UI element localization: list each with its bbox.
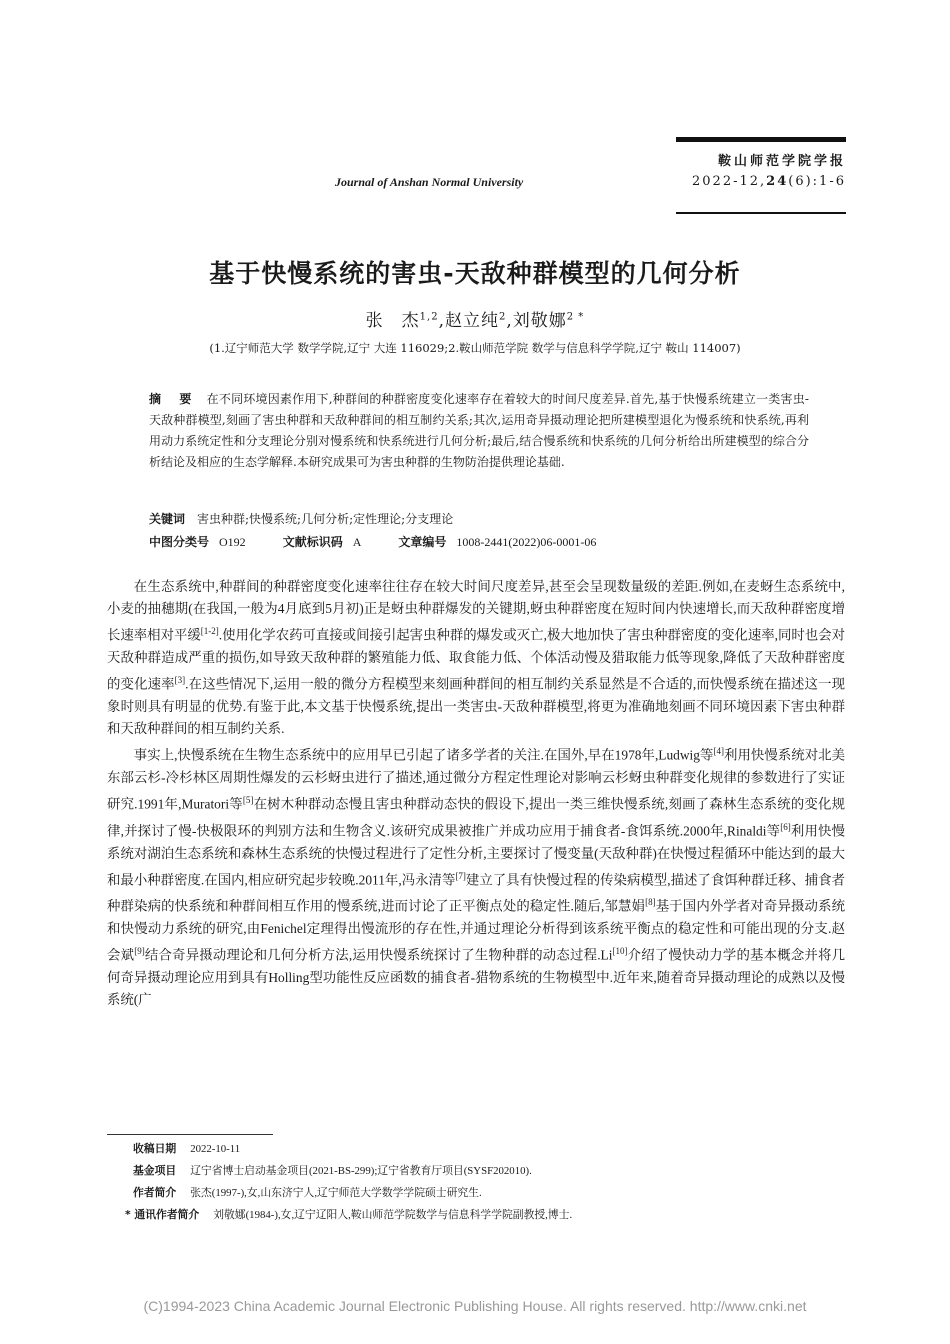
paragraph-2 <box>107 740 845 1011</box>
citation: [4] <box>713 746 724 757</box>
volume-info <box>676 174 846 189</box>
copyright-line: (C)1994-2023 China Academic Journal Electronic Publishing House. All rights reserved. http://www.cnki.net <box>143 1298 807 1314</box>
paper-title: 基于快慢系统的害虫-天敌种群模型的几何分析 <box>209 259 741 288</box>
citation: [8] <box>645 897 656 908</box>
journal-name-en: Journal of Anshan Normal University <box>335 175 524 189</box>
text-span: 事实上,快慢系统在生物生态系统中的应用早已引起了诸多学者的关注.在国外,早在1978年,Ludwig等 <box>133 747 714 763</box>
text-span: .在这些情况下,运用一般的微分方程模型来刻画种群间的相互制约关系显然是不合适的,而快慢系统在描述这一现象时则具有明显的优势.有鉴于此,本文基于快慢系统,提出一类害虫-天敌种群模型,将更为准确地刻画不同环境因素下害虫种群和天敌种群间的相互制约关系. <box>107 676 846 737</box>
author-1: 张 杰 <box>365 311 420 331</box>
issue-pages: (6):1-6 <box>788 174 846 189</box>
header-rule-bottom <box>676 212 846 214</box>
citation: [6] <box>780 821 791 832</box>
citation: [7] <box>455 870 466 881</box>
abstract-text: 在不同环境因素作用下,种群间的种群密度变化速率存在着较大的时间尺度差异.首先,基于快慢系统建立一类害虫-天敌种群模型,刻画了害虫种群和天敌种群间的相互制约关系;其次,运用奇异摄动理论把所建模型退化为慢系统和快系统,再利用动力系统定性和分支理论分别对慢系统和快系统进行几何分析;最后,结合慢系统和快系统的几何分析给出所建模型的综合分析结论及相应的生态学解释.本研究成果可为害虫种群的生物防治提供理论基础. <box>149 392 809 469</box>
clc-label: 中图分类号 <box>149 535 210 549</box>
doc-code-label: 文献标识码 <box>282 535 343 549</box>
abstract-label: 摘 要 <box>149 392 195 406</box>
text-span: 利用快慢系统对湖泊生态系统和森林生态系统的快慢过程进行了定性分析,主要探讨了慢变量(天敌种群)在快慢过程循环中能达到的最大和最小种群密度.在国内,相应研究起步较晚.2011年,冯永清等 <box>107 823 846 888</box>
text-span: 利用快慢系统对北美东部云杉-冷杉林区周期性爆发的云杉蚜虫进行了描述,通过微分方程定性理论对影响云杉蚜虫种群变化规律的参数进行了实证研究.1991年,Muratori等 <box>107 747 845 812</box>
author-3-affil: 2 * <box>566 311 585 323</box>
text-span: 在树木种群动态慢且害虫种群动态快的假设下,提出一类三维快慢系统,刻画了森林生态系统的变化规律,并探讨了慢-快极限环的判别方法和生物含义.该研究成果被推广并成功应用于捕食者-食饵系统.2000年,Rinaldi等 <box>107 796 845 839</box>
citation: [5] <box>242 795 254 806</box>
text-span: 在生态系统中,种群间的种群密度变化速率往往存在较大时间尺度差异,甚至会呈现数量级的差距.例如,在麦蚜生态系统中,小麦的抽穗期(在我国,一般为4月底到5月初)正是蚜虫种群爆发的关键期,蚜虫种群密度在短时间内快速增长,而天敌种群密度增长速率相对平缓 <box>107 579 845 643</box>
paragraph-1 <box>107 576 845 740</box>
keywords <box>149 510 809 527</box>
corresponding-label: * 通讯作者简介 <box>125 1208 200 1221</box>
fund-text: 辽宁省博士启动基金项目(2021-BS-299);辽宁省教育厅项目(SYSF202010). <box>190 1165 532 1177</box>
fund-label: 基金项目 <box>133 1164 177 1177</box>
keywords-label: 关键词 <box>149 512 186 526</box>
author-bio-text: 张杰(1997-),女,山东济宁人,辽宁师范大学数学学院硕士研究生. <box>190 1187 482 1199</box>
author-2-affil: 2 <box>498 311 507 323</box>
text-span: .使用化学农药可直接或间接引起害虫种群的爆发或灭亡,极大地加快了害虫种群密度的变化速率,同时也会对天敌种群造成严重的损伤,如导致天敌种群的繁殖能力低、取食能力低、个体活动慢及猎取能力低等现象,降低了天敌种群密度的变化速率 <box>107 627 845 692</box>
clc-value: O192 <box>219 535 246 549</box>
header-rule-top <box>676 137 846 142</box>
article-number-label: 文章编号 <box>398 535 447 549</box>
footnote-rule <box>107 1134 273 1135</box>
citation: [9] <box>134 946 145 957</box>
footnote-corresponding <box>125 1207 825 1222</box>
article-number-value: 1008-2441(2022)06-0001-06 <box>456 535 597 549</box>
footnote-fund <box>133 1163 833 1178</box>
author-3: ,刘敬娜 <box>506 311 567 331</box>
volume-number: 24 <box>766 174 789 189</box>
abstract <box>149 389 809 473</box>
classification-line <box>149 533 849 550</box>
journal-name-cn: 鞍山师范学院学报 <box>717 154 846 169</box>
text-span: 基于国内外学者对奇异摄动系统和快慢动力系统的研究,由Fenichel定理得出慢流形的存在性,并通过理论分析得到该系统平衡点的稳定性和可能出现的分支.赵会斌 <box>107 898 845 963</box>
footnote-received <box>133 1141 833 1156</box>
doc-code-value: A <box>352 535 362 549</box>
received-date: 2022-10-11 <box>190 1143 241 1155</box>
author-1-affil: 1,2 <box>419 311 439 323</box>
footnote-author <box>133 1185 833 1200</box>
citation: [10] <box>612 946 628 957</box>
keywords-text: 害虫种群;快慢系统;几何分析;定性理论;分支理论 <box>197 512 454 526</box>
author-2: ,赵立纯 <box>438 311 499 331</box>
corresponding-text: 刘敬娜(1984-),女,辽宁辽阳人,鞍山师范学院数学与信息科学学院副教授,博士. <box>213 1209 573 1221</box>
body-text <box>107 576 845 1011</box>
text-span: 介绍了慢快动力学的基本概念并将几何奇异摄动理论应用到具有Holling型功能性反应函数的捕食者-猎物系统的生物模型中.近年来,随着奇异摄动理论的成熟以及慢系统(广 <box>107 947 846 1008</box>
affiliations: (1.辽宁师范大学 数学学院,辽宁 大连 116029;2.鞍山师范学院 数学与信息科学学院,辽宁 鞍山 114007) <box>209 341 741 355</box>
received-label: 收稿日期 <box>133 1142 177 1155</box>
citation: [3] <box>174 675 186 686</box>
year-month: 2022-12, <box>692 174 767 189</box>
text-span: 结合奇异摄动理论和几何分析方法,运用快慢系统探讨了生物种群的动态过程.Li <box>144 947 613 963</box>
author-list <box>0 306 950 331</box>
text-span: 建立了具有快慢过程的传染病模型,描述了食饵种群迁移、捕食者种群染病的快系统和种群间相互作用的慢系统,进而讨论了正平衡点处的稳定性.随后,邹慧娟 <box>107 872 845 914</box>
author-bio-label: 作者简介 <box>133 1186 177 1199</box>
citation: [1-2] <box>200 626 219 637</box>
